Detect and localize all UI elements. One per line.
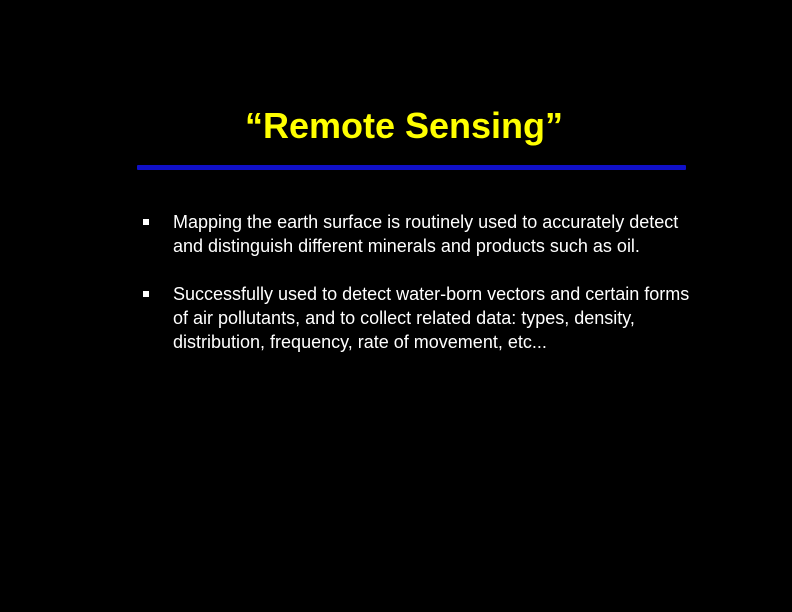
title-divider <box>137 165 686 170</box>
square-bullet-icon <box>143 219 149 225</box>
bullet-text: Successfully used to detect water-born vectors and certain forms of air pollutants, and to collect related data: types, density, distribution, frequency, rate of movement, etc... <box>173 284 690 352</box>
bullet-item <box>142 210 702 258</box>
slide-title: “Remote Sensing” <box>244 105 564 146</box>
square-bullet-icon <box>143 291 149 297</box>
bullet-list <box>142 210 702 378</box>
bullet-item <box>142 282 702 354</box>
bullet-text: Mapping the earth surface is routinely used to accurately detect and distinguish different minerals and products such as oil. <box>173 212 679 256</box>
